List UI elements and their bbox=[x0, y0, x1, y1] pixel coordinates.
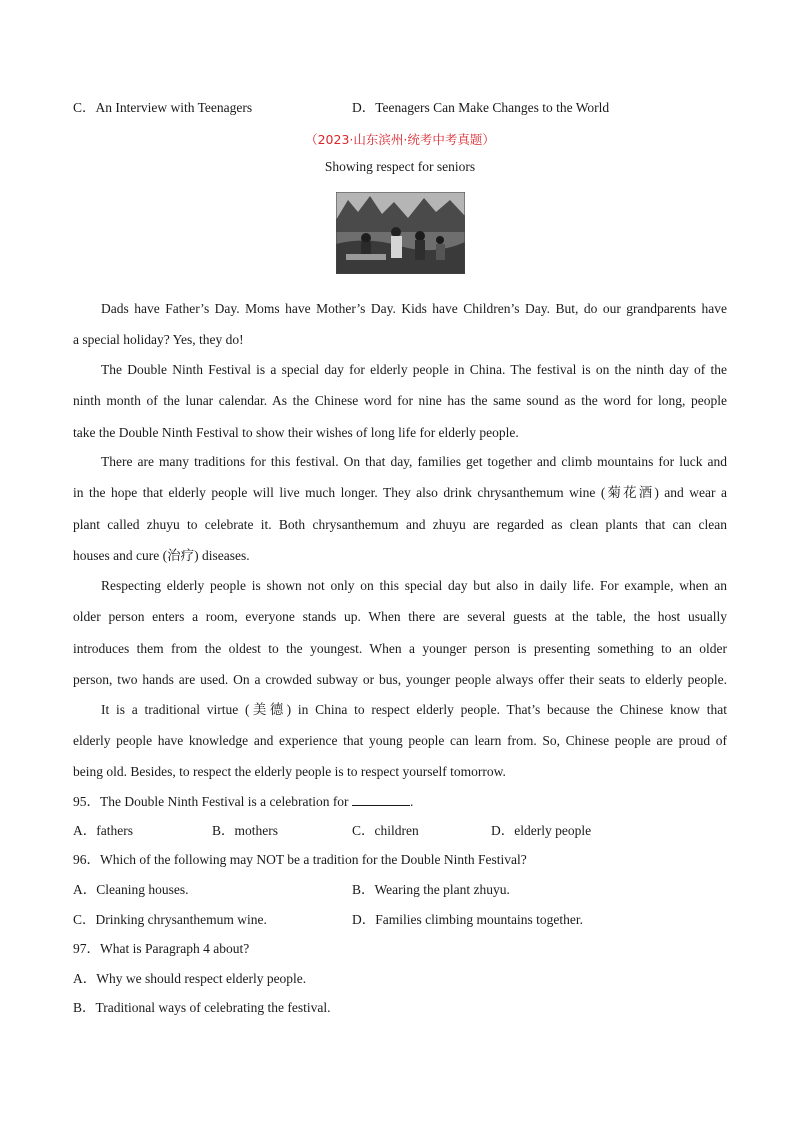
q96-option-a: A．Cleaning houses. bbox=[73, 882, 189, 897]
passage-line: older person enters a room, everyone stands up. When there are several guests at the table, the host usually bbox=[73, 609, 727, 624]
source-tag: （2023·山东滨州·统考中考真题） bbox=[305, 132, 495, 147]
festival-photo bbox=[336, 192, 465, 274]
q97-option-a: A．Why we should respect elderly people. bbox=[73, 971, 307, 986]
passage-line: introduces them from the oldest to the youngest. When a younger person is presenting something to an older bbox=[73, 641, 727, 656]
question-95-end: . bbox=[409, 794, 414, 809]
prev-option-d: D．Teenagers Can Make Changes to the World bbox=[352, 100, 610, 115]
passage-line: It is a traditional virtue (美德) in China to respect elderly people. That’s because the Chinese know that bbox=[101, 702, 727, 717]
passage-line: in the hope that elderly people will live much longer. They also drink chrysanthemum wine (菊花酒) and wear a bbox=[73, 485, 727, 500]
answer-blank bbox=[352, 792, 410, 806]
q95-option-a: A．fathers bbox=[73, 823, 133, 838]
question-96-stem: 96．Which of the following may NOT be a tradition for the Double Ninth Festival? bbox=[73, 852, 527, 867]
passage-line: The Double Ninth Festival is a special day for elderly people in China. The festival is on the ninth day of the bbox=[101, 362, 727, 377]
q95-option-c: C．children bbox=[352, 823, 419, 838]
q96-option-d: D．Families climbing mountains together. bbox=[352, 912, 583, 927]
prev-option-c: C．An Interview with Teenagers bbox=[73, 100, 253, 115]
passage-line: ninth month of the lunar calendar. As the Chinese word for nine has the same sound as the word for long, people bbox=[73, 393, 727, 408]
passage-line: take the Double Ninth Festival to show their wishes of long life for elderly people. bbox=[73, 425, 519, 440]
question-95-text: 95．The Double Ninth Festival is a celebration for bbox=[73, 794, 349, 809]
passage-line: a special holiday? Yes, they do! bbox=[73, 332, 244, 347]
passage-line: elderly people have knowledge and experience that young people can learn from. So, Chinese people are proud of bbox=[73, 733, 727, 748]
passage-line: being old. Besides, to respect the elderly people is to respect yourself tomorrow. bbox=[73, 764, 506, 779]
passage-line: Respecting elderly people is shown not only on this special day but also in daily life. For example, when an bbox=[101, 578, 727, 593]
question-97-stem: 97．What is Paragraph 4 about? bbox=[73, 941, 250, 956]
q96-option-b: B．Wearing the plant zhuyu. bbox=[352, 882, 510, 897]
q95-option-d: D．elderly people bbox=[491, 823, 592, 838]
q97-option-b: B．Traditional ways of celebrating the festival. bbox=[73, 1000, 331, 1015]
passage-line: houses and cure (治疗) diseases. bbox=[73, 548, 250, 563]
passage-title: Showing respect for seniors bbox=[324, 159, 476, 174]
question-95-stem bbox=[73, 792, 413, 811]
passage-line: There are many traditions for this festival. On that day, families get together and climb mountains for luck and bbox=[101, 454, 727, 469]
passage-line: plant called zhuyu to celebrate it. Both chrysanthemum and zhuyu are regarded as clean plants that can clean bbox=[73, 517, 727, 532]
passage-line: person, two hands are used. On a crowded subway or bus, younger people always offer their seats to elderly people. bbox=[73, 672, 727, 687]
passage-line: Dads have Father’s Day. Moms have Mother’s Day. Kids have Children’s Day. But, do our grandparents have bbox=[101, 301, 727, 316]
q96-option-c: C．Drinking chrysanthemum wine. bbox=[73, 912, 267, 927]
q95-option-b: B．mothers bbox=[212, 823, 278, 838]
